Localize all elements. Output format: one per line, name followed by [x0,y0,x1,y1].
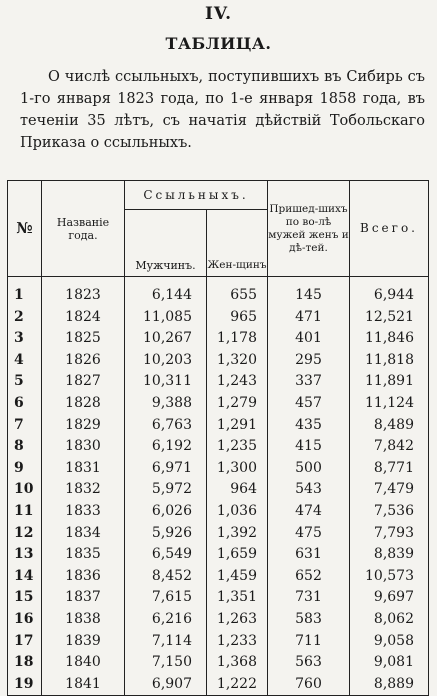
row-number: 16 [8,609,42,631]
row-women: 1,279 [207,393,268,415]
row-men: 6,907 [125,674,207,696]
row-total: 8,062 [350,609,429,631]
table-row [8,415,429,437]
row-arrived: 435 [268,415,350,437]
row-number: 9 [8,458,42,480]
row-men: 5,972 [125,479,207,501]
col-header-total: Всего. [350,181,429,277]
row-men: 6,971 [125,458,207,480]
row-arrived: 543 [268,479,350,501]
row-men: 7,114 [125,631,207,653]
row-arrived: 295 [268,350,350,372]
row-number: 3 [8,328,42,350]
row-number: 17 [8,631,42,653]
row-year: 1837 [42,587,125,609]
row-arrived: 475 [268,523,350,545]
row-year: 1833 [42,501,125,523]
row-number: 19 [8,674,42,696]
row-women: 1,263 [207,609,268,631]
table-body [8,277,429,696]
row-arrived: 563 [268,652,350,674]
row-year: 1828 [42,393,125,415]
row-year: 1841 [42,674,125,696]
row-year: 1832 [42,479,125,501]
row-total: 9,058 [350,631,429,653]
intro-text: О числѣ ссыльныхъ, поступившихъ въ Сибирь съ 1-го января 1823 года, по 1-е января 1858 года, въ теченіи 35 лѣтъ, съ начатія дѣйствій Тобольскаго Приказа о ссыльныхъ. [20,69,425,151]
page-title: ТАБЛИЦА. [165,34,272,53]
row-year: 1831 [42,458,125,480]
row-year: 1834 [42,523,125,545]
table-row [8,436,429,458]
table-row [8,501,429,523]
row-number: 6 [8,393,42,415]
row-number: 18 [8,652,42,674]
table-row [8,277,429,307]
row-year: 1838 [42,609,125,631]
table-row [8,328,429,350]
col-header-exiles: Ссыльныхъ. [125,181,268,210]
row-men: 7,615 [125,587,207,609]
row-women: 1,392 [207,523,268,545]
row-number: 10 [8,479,42,501]
col-header-men: Мужчинъ. [125,210,207,277]
section-number: IV. [204,4,233,24]
row-number: 4 [8,350,42,372]
row-year: 1830 [42,436,125,458]
row-men: 6,763 [125,415,207,437]
row-arrived: 415 [268,436,350,458]
table-row [8,458,429,480]
row-number: 2 [8,307,42,329]
row-men: 6,026 [125,501,207,523]
row-women: 964 [207,479,268,501]
row-total: 8,839 [350,544,429,566]
row-total: 6,944 [350,277,429,307]
row-year: 1825 [42,328,125,350]
row-number: 7 [8,415,42,437]
exiles-table [7,180,429,696]
row-women: 1,459 [207,566,268,588]
row-total: 7,793 [350,523,429,545]
table-row [8,307,429,329]
col-header-women: Жен-щинъ [207,210,268,277]
row-year: 1827 [42,371,125,393]
row-year: 1835 [42,544,125,566]
row-women: 1,351 [207,587,268,609]
row-men: 10,311 [125,371,207,393]
row-men: 5,926 [125,523,207,545]
row-year: 1824 [42,307,125,329]
row-arrived: 652 [268,566,350,588]
row-year: 1829 [42,415,125,437]
row-arrived: 760 [268,674,350,696]
row-arrived: 500 [268,458,350,480]
row-men: 6,549 [125,544,207,566]
row-women: 1,300 [207,458,268,480]
table-row [8,652,429,674]
table-row [8,674,429,696]
row-number: 15 [8,587,42,609]
row-total: 8,771 [350,458,429,480]
row-number: 11 [8,501,42,523]
row-number: 14 [8,566,42,588]
row-women: 1,368 [207,652,268,674]
row-arrived: 337 [268,371,350,393]
table-row [8,350,429,372]
row-total: 8,889 [350,674,429,696]
row-men: 8,452 [125,566,207,588]
table-row [8,393,429,415]
row-women: 1,659 [207,544,268,566]
row-total: 7,842 [350,436,429,458]
row-number: 8 [8,436,42,458]
row-arrived: 731 [268,587,350,609]
row-women: 1,320 [207,350,268,372]
row-year: 1823 [42,277,125,307]
table-row [8,566,429,588]
row-total: 11,891 [350,371,429,393]
col-header-arrived: Пришед-шихъ по во-лѣ мужей женъ и дѣ-тей. [268,181,350,277]
row-year: 1836 [42,566,125,588]
row-women: 1,233 [207,631,268,653]
row-men: 6,192 [125,436,207,458]
row-number: 1 [8,277,42,307]
row-total: 12,521 [350,307,429,329]
row-men: 7,150 [125,652,207,674]
table-row [8,609,429,631]
row-total: 9,697 [350,587,429,609]
row-arrived: 457 [268,393,350,415]
row-men: 9,388 [125,393,207,415]
table-row [8,371,429,393]
row-total: 11,124 [350,393,429,415]
row-number: 13 [8,544,42,566]
row-women: 965 [207,307,268,329]
row-arrived: 631 [268,544,350,566]
row-men: 6,216 [125,609,207,631]
row-women: 1,291 [207,415,268,437]
row-women: 1,222 [207,674,268,696]
row-year: 1839 [42,631,125,653]
row-year: 1840 [42,652,125,674]
row-total: 10,573 [350,566,429,588]
row-total: 11,818 [350,350,429,372]
table-row [8,631,429,653]
table-row [8,479,429,501]
row-arrived: 471 [268,307,350,329]
intro-paragraph [20,66,425,154]
row-total: 11,846 [350,328,429,350]
row-number: 5 [8,371,42,393]
row-total: 8,489 [350,415,429,437]
row-women: 1,235 [207,436,268,458]
col-header-number: № [8,181,42,277]
row-number: 12 [8,523,42,545]
row-year: 1826 [42,350,125,372]
row-total: 7,536 [350,501,429,523]
row-men: 6,144 [125,277,207,307]
table-row [8,523,429,545]
row-arrived: 474 [268,501,350,523]
table-row [8,544,429,566]
row-arrived: 711 [268,631,350,653]
row-men: 10,267 [125,328,207,350]
row-total: 7,479 [350,479,429,501]
row-arrived: 145 [268,277,350,307]
row-women: 1,036 [207,501,268,523]
row-women: 1,243 [207,371,268,393]
col-header-year: Названіе года. [42,181,125,277]
row-arrived: 401 [268,328,350,350]
table-row [8,587,429,609]
row-men: 11,085 [125,307,207,329]
row-arrived: 583 [268,609,350,631]
row-women: 1,178 [207,328,268,350]
row-total: 9,081 [350,652,429,674]
row-men: 10,203 [125,350,207,372]
row-women: 655 [207,277,268,307]
